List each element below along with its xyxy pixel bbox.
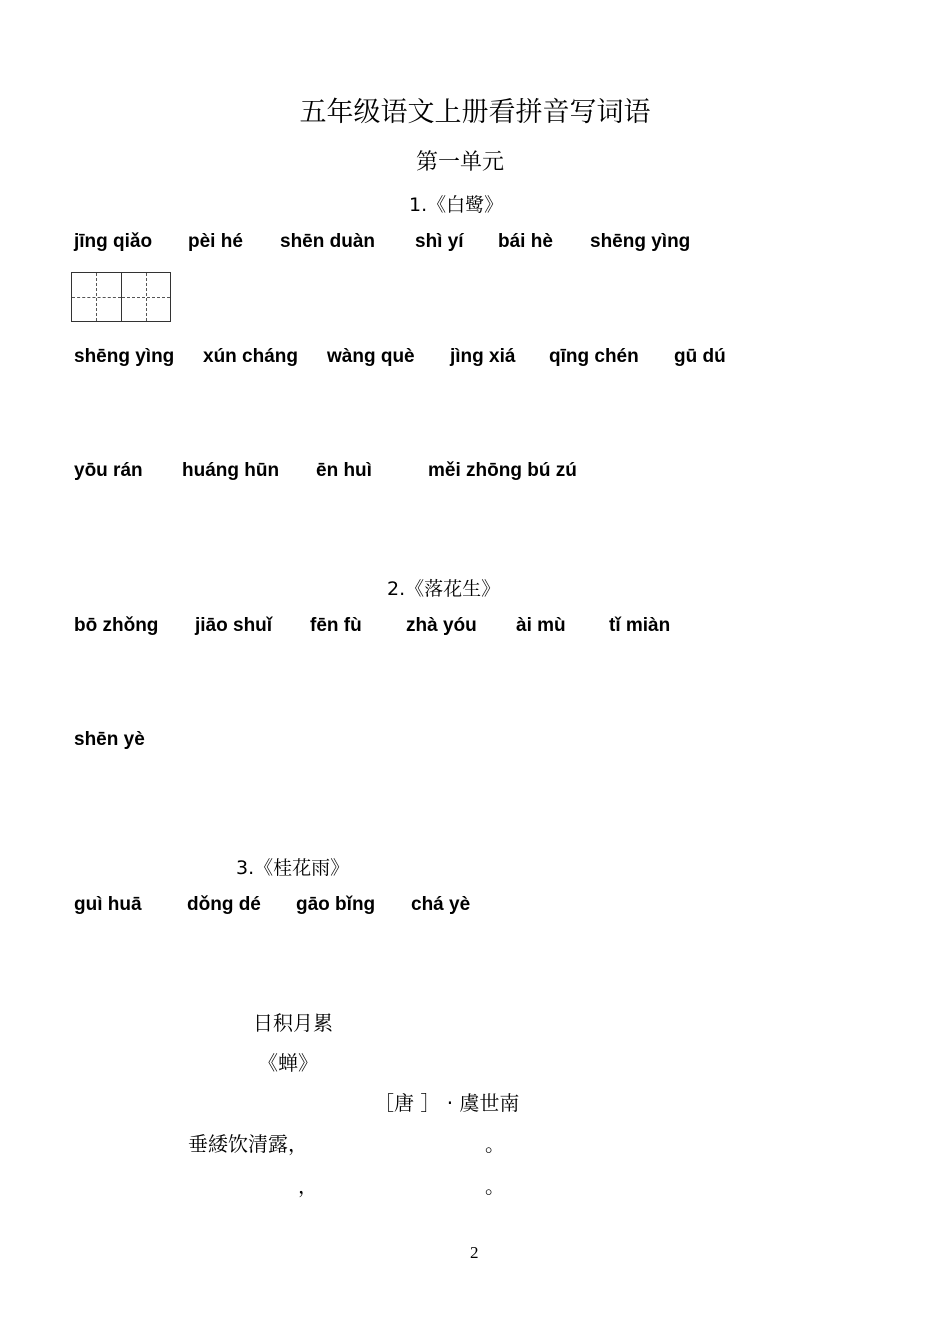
pinyin-word: tǐ miàn [609,615,671,636]
pinyin-word: xún cháng [203,346,299,367]
pinyin-word: jiāo shuǐ [195,615,273,636]
pinyin-word: shēn duàn [280,231,376,252]
pinyin-word: fēn fù [310,615,362,636]
pinyin-word: huáng hūn [182,460,280,481]
pinyin-word: ēn huì [316,460,372,481]
writing-grid[interactable] [71,272,171,322]
lesson-1-heading: 1.《白鹭》 [409,194,504,216]
pinyin-word: gū dú [674,346,726,367]
poem-line-1-start: 垂緌饮清露， [188,1132,308,1156]
pinyin-word: dǒng dé [187,894,261,915]
pinyin-word: bō zhǒng [74,615,159,636]
unit-heading: 第一单元 [415,150,504,175]
poem-title: 《蝉》 [258,1051,318,1075]
pinyin-word: chá yè [411,894,471,915]
pinyin-word: shēng yìng [590,231,691,252]
pinyin-word: shì yí [415,231,464,252]
pinyin-word: měi zhōng bú zú [428,460,577,481]
pinyin-word: wàng què [327,346,415,367]
lesson-3-heading: 3.《桂花雨》 [236,857,350,879]
poem-line-2-end: 。 [485,1174,505,1198]
pinyin-word: zhà yóu [406,615,477,636]
poem-author: ［唐 ］ · 虞世南 [374,1091,520,1115]
poem-line-2-comma: ， [298,1174,318,1198]
pinyin-word: pèi hé [188,231,243,252]
page-number: 2 [470,1243,479,1262]
pinyin-word: shēng yìng [74,346,175,367]
accumulation-heading: 日积月累 [253,1011,333,1035]
writing-grid-cell[interactable] [72,273,122,321]
pinyin-word: jīng qiǎo [74,231,153,252]
writing-grid-cell[interactable] [122,273,171,321]
poem-line-1-end: 。 [485,1132,505,1156]
pinyin-word: gāo bǐng [296,894,376,915]
pinyin-word: ài mù [516,615,566,636]
pinyin-word: yōu rán [74,460,143,481]
pinyin-word: bái hè [498,231,553,252]
page-title: 五年级语文上册看拼音写词语 [299,97,651,128]
pinyin-word: qīng chén [549,346,639,367]
pinyin-word: jìng xiá [450,346,516,367]
pinyin-word: shēn yè [74,729,145,750]
pinyin-word: guì huā [74,894,142,915]
lesson-2-heading: 2.《落花生》 [387,578,501,600]
